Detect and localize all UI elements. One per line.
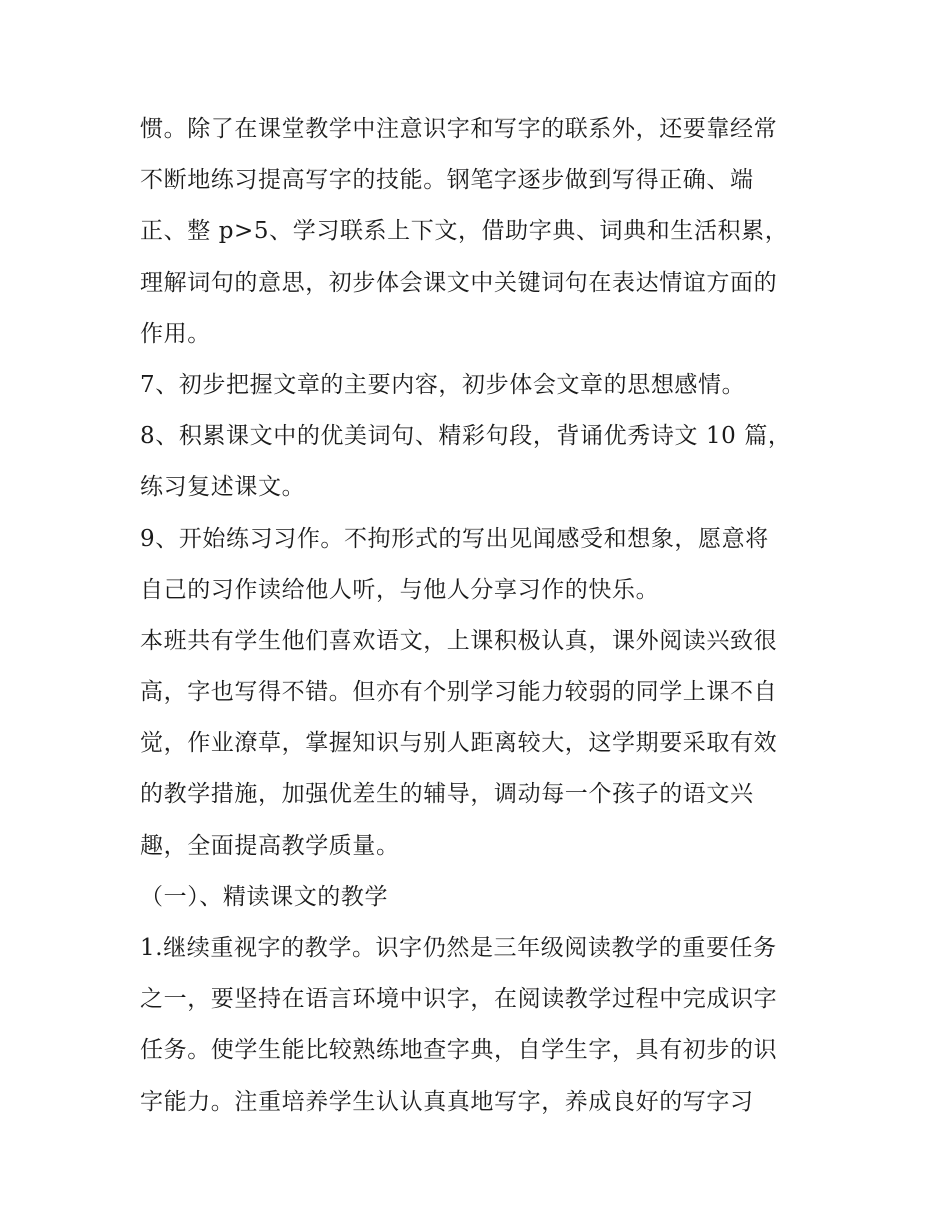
document-body (140, 104, 820, 1128)
text-line: 不断地练习提高写字的技能。钢笔字逐步做到写得正确、端 (140, 167, 754, 194)
text-line: 正、整 p>5、学习联系上下文，借助字典、词典和生活积累， (140, 218, 789, 245)
paragraph-class-analysis (140, 616, 820, 872)
text-line: 9、开始练习习作。不拘形式的写出见闻感受和想象，愿意将 (140, 525, 769, 552)
text-line: 惯。除了在课堂教学中注意识字和写字的联系外，还要靠经常 (140, 116, 778, 142)
text-line: 趣，全面提高教学质量。 (140, 832, 400, 859)
text-line: 觉，作业潦草，掌握知识与别人距离较大，这学期要采取有效 (140, 730, 778, 757)
text-line: 理解词句的意思，初步体会课文中关键词句在表达情谊方面的 (140, 269, 778, 296)
paragraph-item-8 (140, 411, 820, 513)
paragraph-continued (140, 104, 820, 360)
text-line: 8、积累课文中的优美词句、精彩句段，背诵优秀诗文 10 篇， (140, 423, 792, 450)
text-line: 的教学措施，加强优差生的辅导，调动每一个孩子的语文兴 (140, 781, 754, 808)
paragraph-item-9 (140, 514, 820, 616)
text-line: 1.继续重视字的教学。识字仍然是三年级阅读教学的重要任务 (140, 935, 777, 961)
text-line: （一）、精读课文的教学 (140, 883, 389, 910)
text-line: 本班共有学生他们喜欢语文，上课积极认真，课外阅读兴致很 (140, 627, 778, 654)
paragraph-item-1 (140, 923, 820, 1128)
text-line: 高，字也写得不错。但亦有个别学习能力较弱的同学上课不自 (140, 679, 778, 706)
text-line: 7、初步把握文章的主要内容，初步体会文章的思想感情。 (140, 371, 746, 398)
text-line: 之一，要坚持在语言环境中识字，在阅读教学过程中完成识字 (140, 986, 778, 1013)
text-line: 任务。使学生能比较熟练地查字典，自学生字，具有初步的识 (140, 1037, 778, 1064)
text-line: 字能力。注重培养学生认认真真地写字，养成良好的写字习 (140, 1088, 754, 1115)
text-line: 练习复述课文。 (140, 474, 306, 501)
section-heading (140, 872, 820, 923)
text-line: 作用。 (140, 320, 211, 347)
text-line: 自己的习作读给他人听，与他人分享习作的快乐。 (140, 576, 660, 603)
paragraph-item-7 (140, 360, 820, 411)
